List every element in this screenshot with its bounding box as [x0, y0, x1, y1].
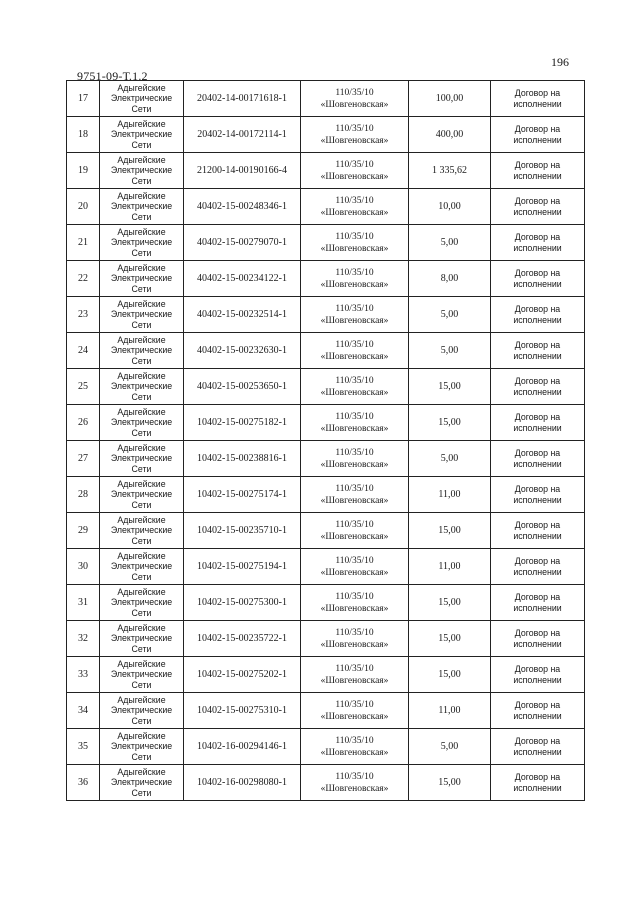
organization-line: Адыгейские	[117, 478, 166, 489]
substation-line: «Шовгеновская»	[320, 423, 389, 434]
organization-line: Сети	[131, 499, 152, 510]
organization-line: Электрические	[110, 201, 173, 212]
status-cell	[491, 189, 585, 225]
substation-line: «Шовгеновская»	[320, 351, 389, 362]
row-number-cell: 18	[67, 117, 100, 153]
organization-line: Адыгейские	[117, 550, 166, 561]
power-value-cell: 15,00	[409, 405, 491, 441]
table-row	[67, 765, 585, 801]
table-row	[67, 117, 585, 153]
table-row	[67, 657, 585, 693]
status-line: исполнении	[513, 638, 562, 649]
organization-line: Сети	[131, 283, 152, 294]
status-cell	[491, 369, 585, 405]
organization-line: Сети	[131, 607, 152, 618]
organization-line: Электрические	[110, 597, 173, 608]
table-row	[67, 153, 585, 189]
substation-cell	[301, 693, 409, 729]
power-value-cell: 5,00	[409, 729, 491, 765]
table-row	[67, 225, 585, 261]
organization-line: Сети	[131, 751, 152, 762]
organization-line: Адыгейские	[117, 154, 166, 165]
table-row	[67, 693, 585, 729]
status-line: исполнении	[513, 458, 562, 469]
organization-line: Адыгейские	[117, 298, 166, 309]
status-line: исполнении	[513, 170, 562, 181]
power-value-cell: 10,00	[409, 189, 491, 225]
substation-line: 110/35/10	[335, 483, 374, 494]
power-value-cell: 11,00	[409, 693, 491, 729]
substation-cell	[301, 765, 409, 801]
application-code-cell: 10402-15-00275202-1	[184, 657, 301, 693]
status-line: Договор на	[514, 268, 561, 278]
organization-line: Адыгейские	[117, 190, 166, 201]
organization-line: Электрические	[110, 93, 173, 104]
status-cell	[491, 261, 585, 297]
application-code-cell: 10402-15-00275300-1	[184, 585, 301, 621]
power-value-cell: 1 335,62	[409, 153, 491, 189]
substation-cell	[301, 657, 409, 693]
status-line: Договор на	[514, 376, 561, 386]
application-code-cell: 21200-14-00190166-4	[184, 153, 301, 189]
power-value-cell: 400,00	[409, 117, 491, 153]
substation-cell	[301, 153, 409, 189]
application-code-cell: 10402-15-00235722-1	[184, 621, 301, 657]
substation-line: 110/35/10	[335, 411, 374, 422]
substation-cell	[301, 513, 409, 549]
organization-cell	[100, 657, 184, 693]
row-number-cell: 17	[67, 81, 100, 117]
row-number-cell: 23	[67, 297, 100, 333]
organization-line: Адыгейские	[117, 118, 166, 129]
organization-line: Сети	[131, 643, 152, 654]
substation-line: 110/35/10	[335, 231, 374, 242]
substation-line: «Шовгеновская»	[320, 99, 389, 110]
organization-cell	[100, 369, 184, 405]
organization-line: Адыгейские	[117, 622, 166, 633]
status-cell	[491, 729, 585, 765]
organization-line: Сети	[131, 427, 152, 438]
substation-line: «Шовгеновская»	[320, 315, 389, 326]
table-body	[67, 81, 585, 801]
substation-line: 110/35/10	[335, 699, 374, 710]
status-cell	[491, 657, 585, 693]
organization-line: Сети	[131, 391, 152, 402]
status-cell	[491, 405, 585, 441]
organization-line: Адыгейские	[117, 406, 166, 417]
status-line: Договор на	[514, 88, 561, 98]
table-row	[67, 333, 585, 369]
application-code-cell: 10402-15-00275194-1	[184, 549, 301, 585]
table-row	[67, 369, 585, 405]
status-cell	[491, 549, 585, 585]
organization-cell	[100, 405, 184, 441]
substation-line: «Шовгеновская»	[320, 387, 389, 398]
organization-cell	[100, 297, 184, 333]
status-cell	[491, 117, 585, 153]
power-value-cell: 15,00	[409, 657, 491, 693]
substation-line: 110/35/10	[335, 375, 374, 386]
organization-line: Сети	[131, 355, 152, 366]
status-line: Договор на	[514, 160, 561, 170]
table-row	[67, 405, 585, 441]
substation-cell	[301, 333, 409, 369]
organization-line: Адыгейские	[117, 586, 166, 597]
substation-line: 110/35/10	[335, 735, 374, 746]
row-number-cell: 32	[67, 621, 100, 657]
substation-line: 110/35/10	[335, 339, 374, 350]
application-code-cell: 10402-15-00235710-1	[184, 513, 301, 549]
organization-cell	[100, 81, 184, 117]
status-cell	[491, 621, 585, 657]
substation-line: «Шовгеновская»	[320, 639, 389, 650]
power-value-cell: 15,00	[409, 585, 491, 621]
power-value-cell: 11,00	[409, 549, 491, 585]
status-line: Договор на	[514, 592, 561, 602]
organization-cell	[100, 225, 184, 261]
status-line: Договор на	[514, 412, 561, 422]
substation-cell	[301, 585, 409, 621]
power-value-cell: 15,00	[409, 369, 491, 405]
organization-line: Электрические	[110, 525, 173, 536]
organization-line: Адыгейские	[117, 766, 166, 777]
organization-line: Адыгейские	[117, 694, 166, 705]
status-line: исполнении	[513, 350, 562, 361]
organization-line: Электрические	[110, 633, 173, 644]
organization-cell	[100, 333, 184, 369]
status-cell	[491, 153, 585, 189]
organization-line: Сети	[131, 679, 152, 690]
substation-cell	[301, 225, 409, 261]
table-row	[67, 81, 585, 117]
row-number-cell: 33	[67, 657, 100, 693]
substation-line: «Шовгеновская»	[320, 135, 389, 146]
application-code-cell: 10402-16-00298080-1	[184, 765, 301, 801]
row-number-cell: 22	[67, 261, 100, 297]
organization-line: Адыгейские	[117, 730, 166, 741]
status-line: Договор на	[514, 484, 561, 494]
table-row	[67, 729, 585, 765]
status-cell	[491, 225, 585, 261]
table-row	[67, 477, 585, 513]
status-line: Договор на	[514, 340, 561, 350]
power-value-cell: 5,00	[409, 225, 491, 261]
application-code-cell: 10402-15-00275182-1	[184, 405, 301, 441]
table-row	[67, 441, 585, 477]
status-line: исполнении	[513, 206, 562, 217]
substation-line: «Шовгеновская»	[320, 747, 389, 758]
status-line: исполнении	[513, 674, 562, 685]
substation-line: «Шовгеновская»	[320, 603, 389, 614]
status-line: Договор на	[514, 196, 561, 206]
organization-line: Сети	[131, 535, 152, 546]
status-line: исполнении	[513, 566, 562, 577]
status-line: исполнении	[513, 386, 562, 397]
power-value-cell: 11,00	[409, 477, 491, 513]
status-line: исполнении	[513, 314, 562, 325]
substation-line: 110/35/10	[335, 627, 374, 638]
substation-line: «Шовгеновская»	[320, 279, 389, 290]
status-cell	[491, 441, 585, 477]
organization-line: Адыгейские	[117, 514, 166, 525]
status-line: исполнении	[513, 98, 562, 109]
row-number-cell: 29	[67, 513, 100, 549]
organization-line: Электрические	[110, 237, 173, 248]
row-number-cell: 24	[67, 333, 100, 369]
organization-line: Электрические	[110, 165, 173, 176]
row-number-cell: 25	[67, 369, 100, 405]
organization-line: Сети	[131, 139, 152, 150]
substation-line: «Шовгеновская»	[320, 567, 389, 578]
substation-cell	[301, 441, 409, 477]
substation-cell	[301, 297, 409, 333]
status-line: исполнении	[513, 602, 562, 613]
row-number-cell: 35	[67, 729, 100, 765]
application-code-cell: 10402-15-00275310-1	[184, 693, 301, 729]
status-cell	[491, 693, 585, 729]
table-row	[67, 621, 585, 657]
substation-line: 110/35/10	[335, 591, 374, 602]
organization-line: Адыгейские	[117, 442, 166, 453]
status-line: Договор на	[514, 448, 561, 458]
organization-cell	[100, 513, 184, 549]
table-row	[67, 549, 585, 585]
organization-line: Сети	[131, 211, 152, 222]
status-line: исполнении	[513, 710, 562, 721]
application-code-cell: 40402-15-00279070-1	[184, 225, 301, 261]
organization-line: Сети	[131, 571, 152, 582]
status-line: Договор на	[514, 304, 561, 314]
substation-cell	[301, 405, 409, 441]
status-cell	[491, 333, 585, 369]
status-line: исполнении	[513, 422, 562, 433]
power-value-cell: 100,00	[409, 81, 491, 117]
power-value-cell: 5,00	[409, 333, 491, 369]
organization-cell	[100, 585, 184, 621]
power-value-cell: 15,00	[409, 513, 491, 549]
power-value-cell: 15,00	[409, 621, 491, 657]
substation-line: «Шовгеновская»	[320, 675, 389, 686]
organization-cell	[100, 693, 184, 729]
substation-cell	[301, 549, 409, 585]
substation-line: «Шовгеновская»	[320, 495, 389, 506]
organization-line: Электрические	[110, 273, 173, 284]
substation-line: 110/35/10	[335, 447, 374, 458]
organization-cell	[100, 117, 184, 153]
application-code-cell: 20402-14-00171618-1	[184, 81, 301, 117]
status-line: исполнении	[513, 242, 562, 253]
status-cell	[491, 513, 585, 549]
document-code: 9751-09-Т.1.2	[77, 69, 148, 83]
application-code-cell: 20402-14-00172114-1	[184, 117, 301, 153]
application-code-cell: 40402-15-00232630-1	[184, 333, 301, 369]
organization-line: Сети	[131, 715, 152, 726]
status-line: Договор на	[514, 520, 561, 530]
substation-line: «Шовгеновская»	[320, 783, 389, 794]
application-code-cell: 40402-15-00234122-1	[184, 261, 301, 297]
organization-line: Электрические	[110, 777, 173, 788]
status-line: исполнении	[513, 782, 562, 793]
organization-line: Электрические	[110, 669, 173, 680]
status-line: Договор на	[514, 124, 561, 134]
organization-line: Сети	[131, 175, 152, 186]
organization-line: Адыгейские	[117, 658, 166, 669]
organization-line: Электрические	[110, 129, 173, 140]
power-value-cell: 5,00	[409, 297, 491, 333]
substation-line: «Шовгеновская»	[320, 531, 389, 542]
organization-line: Сети	[131, 463, 152, 474]
substation-cell	[301, 81, 409, 117]
substation-line: 110/35/10	[335, 87, 374, 98]
organization-line: Электрические	[110, 345, 173, 356]
status-cell	[491, 297, 585, 333]
row-number-cell: 31	[67, 585, 100, 621]
status-line: Договор на	[514, 736, 561, 746]
row-number-cell: 26	[67, 405, 100, 441]
organization-line: Электрические	[110, 741, 173, 752]
status-line: исполнении	[513, 134, 562, 145]
substation-line: 110/35/10	[335, 195, 374, 206]
substation-line: 110/35/10	[335, 663, 374, 674]
organization-line: Электрические	[110, 381, 173, 392]
status-cell	[491, 81, 585, 117]
organization-line: Адыгейские	[117, 370, 166, 381]
substation-line: 110/35/10	[335, 555, 374, 566]
organization-cell	[100, 261, 184, 297]
status-cell	[491, 477, 585, 513]
row-number-cell: 28	[67, 477, 100, 513]
organization-cell	[100, 765, 184, 801]
status-line: исполнении	[513, 530, 562, 541]
status-line: Договор на	[514, 772, 561, 782]
organization-cell	[100, 477, 184, 513]
substation-cell	[301, 621, 409, 657]
organization-line: Сети	[131, 319, 152, 330]
table-row	[67, 585, 585, 621]
organization-line: Сети	[131, 103, 152, 114]
application-code-cell: 10402-15-00238816-1	[184, 441, 301, 477]
page-number: 196	[551, 55, 569, 69]
status-line: исполнении	[513, 494, 562, 505]
substation-line: 110/35/10	[335, 159, 374, 170]
substation-cell	[301, 477, 409, 513]
status-line: Договор на	[514, 232, 561, 242]
organization-line: Адыгейские	[117, 262, 166, 273]
status-line: Договор на	[514, 556, 561, 566]
organization-line: Электрические	[110, 417, 173, 428]
organization-line: Сети	[131, 787, 152, 798]
substation-line: 110/35/10	[335, 771, 374, 782]
substation-line: «Шовгеновская»	[320, 459, 389, 470]
status-cell	[491, 585, 585, 621]
substation-cell	[301, 729, 409, 765]
table-row	[67, 261, 585, 297]
power-value-cell: 15,00	[409, 765, 491, 801]
substation-line: «Шовгеновская»	[320, 711, 389, 722]
table-row	[67, 297, 585, 333]
substation-line: 110/35/10	[335, 519, 374, 530]
row-number-cell: 21	[67, 225, 100, 261]
substation-line: «Шовгеновская»	[320, 207, 389, 218]
row-number-cell: 19	[67, 153, 100, 189]
substation-cell	[301, 261, 409, 297]
power-value-cell: 5,00	[409, 441, 491, 477]
organization-line: Адыгейские	[117, 82, 166, 93]
organization-cell	[100, 549, 184, 585]
substation-line: 110/35/10	[335, 123, 374, 134]
organization-line: Электрические	[110, 453, 173, 464]
substation-cell	[301, 117, 409, 153]
organization-line: Электрические	[110, 489, 173, 500]
status-line: Договор на	[514, 664, 561, 674]
substation-line: «Шовгеновская»	[320, 243, 389, 254]
organization-line: Электрические	[110, 561, 173, 572]
organization-line: Электрические	[110, 309, 173, 320]
row-number-cell: 30	[67, 549, 100, 585]
application-code-cell: 10402-16-00294146-1	[184, 729, 301, 765]
power-value-cell: 8,00	[409, 261, 491, 297]
organization-cell	[100, 621, 184, 657]
row-number-cell: 20	[67, 189, 100, 225]
substation-cell	[301, 369, 409, 405]
organization-line: Адыгейские	[117, 334, 166, 345]
contracts-table	[66, 80, 585, 801]
organization-cell	[100, 729, 184, 765]
status-cell	[491, 765, 585, 801]
application-code-cell: 40402-15-00248346-1	[184, 189, 301, 225]
application-code-cell: 40402-15-00253650-1	[184, 369, 301, 405]
status-line: исполнении	[513, 746, 562, 757]
row-number-cell: 27	[67, 441, 100, 477]
organization-line: Сети	[131, 247, 152, 258]
table-row	[67, 513, 585, 549]
substation-line: 110/35/10	[335, 303, 374, 314]
organization-line: Адыгейские	[117, 226, 166, 237]
table-row	[67, 189, 585, 225]
row-number-cell: 34	[67, 693, 100, 729]
organization-cell	[100, 189, 184, 225]
substation-line: 110/35/10	[335, 267, 374, 278]
status-line: Договор на	[514, 628, 561, 638]
status-line: исполнении	[513, 278, 562, 289]
substation-cell	[301, 189, 409, 225]
organization-cell	[100, 153, 184, 189]
application-code-cell: 10402-15-00275174-1	[184, 477, 301, 513]
status-line: Договор на	[514, 700, 561, 710]
organization-line: Электрические	[110, 705, 173, 716]
row-number-cell: 36	[67, 765, 100, 801]
application-code-cell: 40402-15-00232514-1	[184, 297, 301, 333]
organization-cell	[100, 441, 184, 477]
substation-line: «Шовгеновская»	[320, 171, 389, 182]
